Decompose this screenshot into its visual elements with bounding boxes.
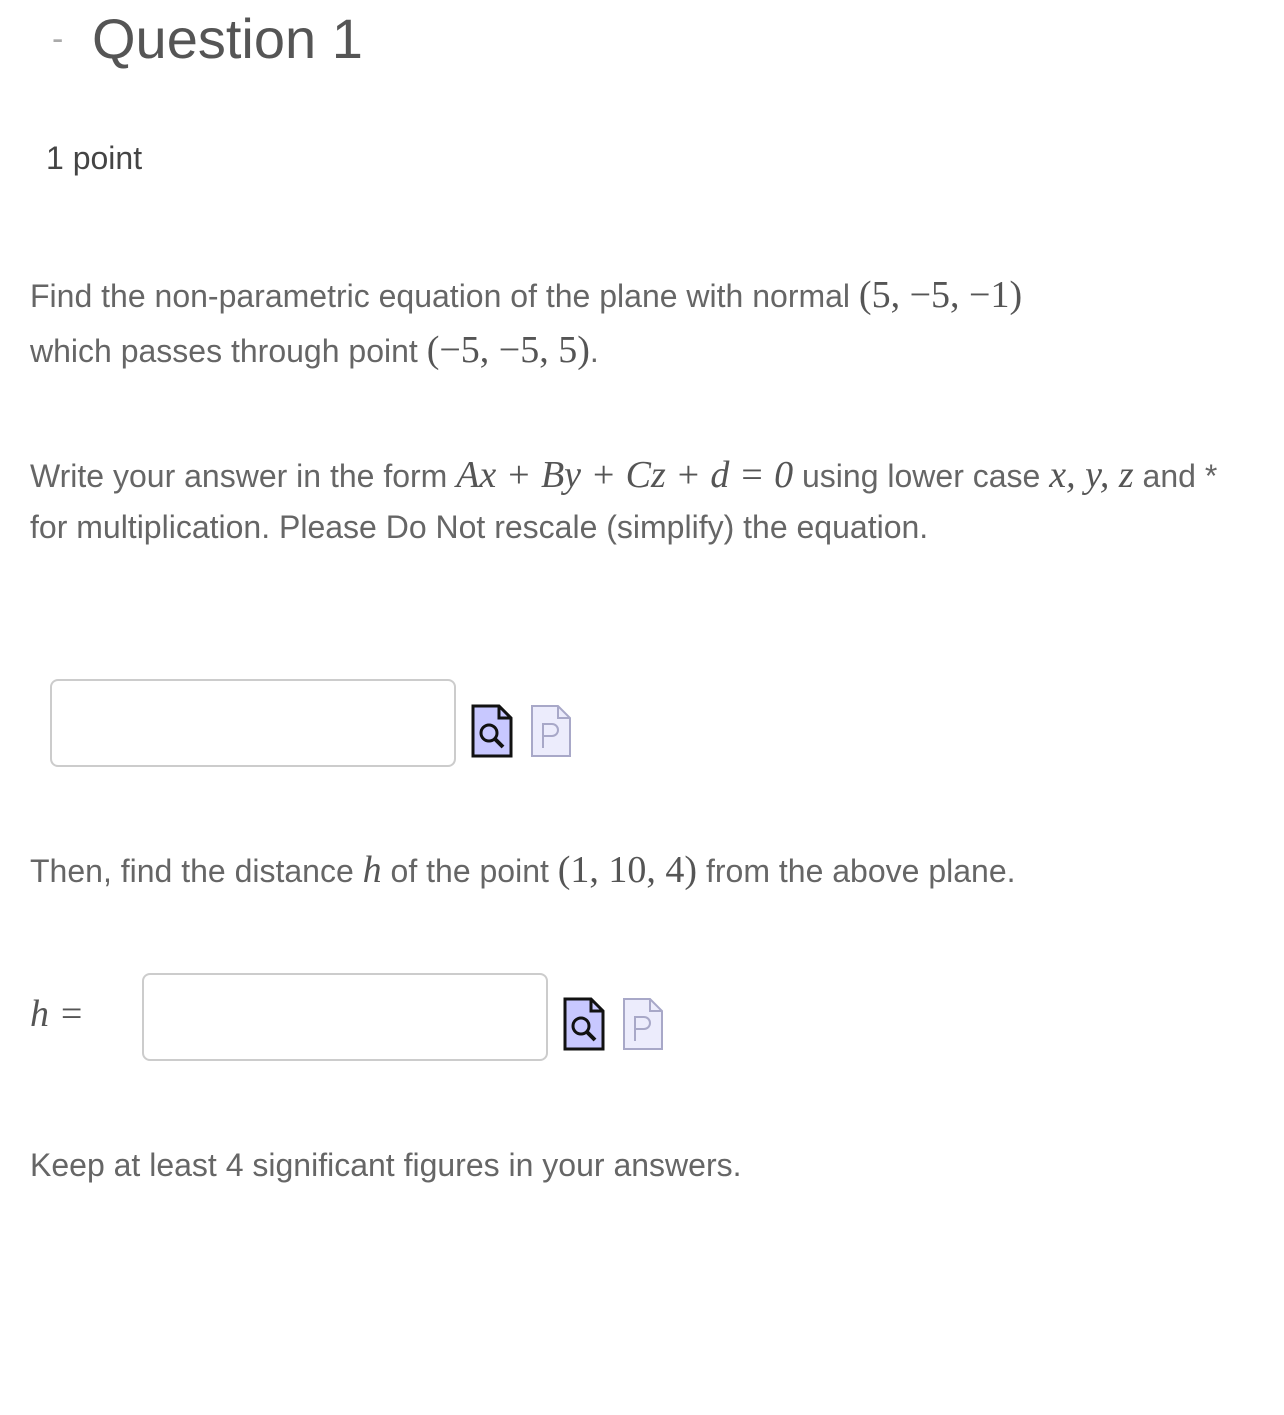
instructions-text-c: and * for multiplication. Please Do Not rescale (simplify) the equation. (30, 458, 1218, 545)
problem-statement (30, 268, 1250, 378)
question-title: Question 1 (92, 7, 363, 70)
variables: x, y, z (1049, 454, 1134, 496)
normal-vector: (5, −5, −1) (858, 274, 1023, 316)
distance-text-c: from the above plane. (697, 853, 1016, 889)
problem-text-b: which passes through point (30, 333, 427, 369)
distance-statement (30, 844, 1250, 897)
collapse-toggle[interactable]: - (52, 19, 64, 58)
preview-icon[interactable] (471, 704, 513, 758)
distance-input[interactable] (142, 973, 548, 1061)
preview-icon[interactable] (563, 997, 605, 1051)
h-label: h = (30, 993, 85, 1035)
sig-figs-note: Keep at least 4 significant figures in your answers. (30, 1147, 742, 1183)
distance-text-b: of the point (381, 853, 558, 889)
points-icon[interactable] (622, 997, 664, 1051)
points-value: 1 point (46, 140, 143, 176)
points-icon[interactable] (530, 704, 572, 758)
distance-text-a: Then, find the distance (30, 853, 363, 889)
problem-period: . (589, 333, 599, 369)
form-equation: Ax + By + Cz + d = 0 (456, 454, 794, 496)
plane-equation-input[interactable] (50, 679, 456, 767)
instructions-text-a: Write your answer in the form (30, 458, 457, 494)
instructions (30, 450, 1250, 553)
point-vector: (−5, −5, 5) (426, 329, 590, 371)
problem-text-a: Find the non-parametric equation of the plane with normal (30, 278, 859, 314)
question-header (52, 8, 363, 70)
distance-point: (1, 10, 4) (557, 849, 698, 891)
distance-variable: h (362, 849, 382, 891)
instructions-text-b: using lower case (793, 458, 1050, 494)
